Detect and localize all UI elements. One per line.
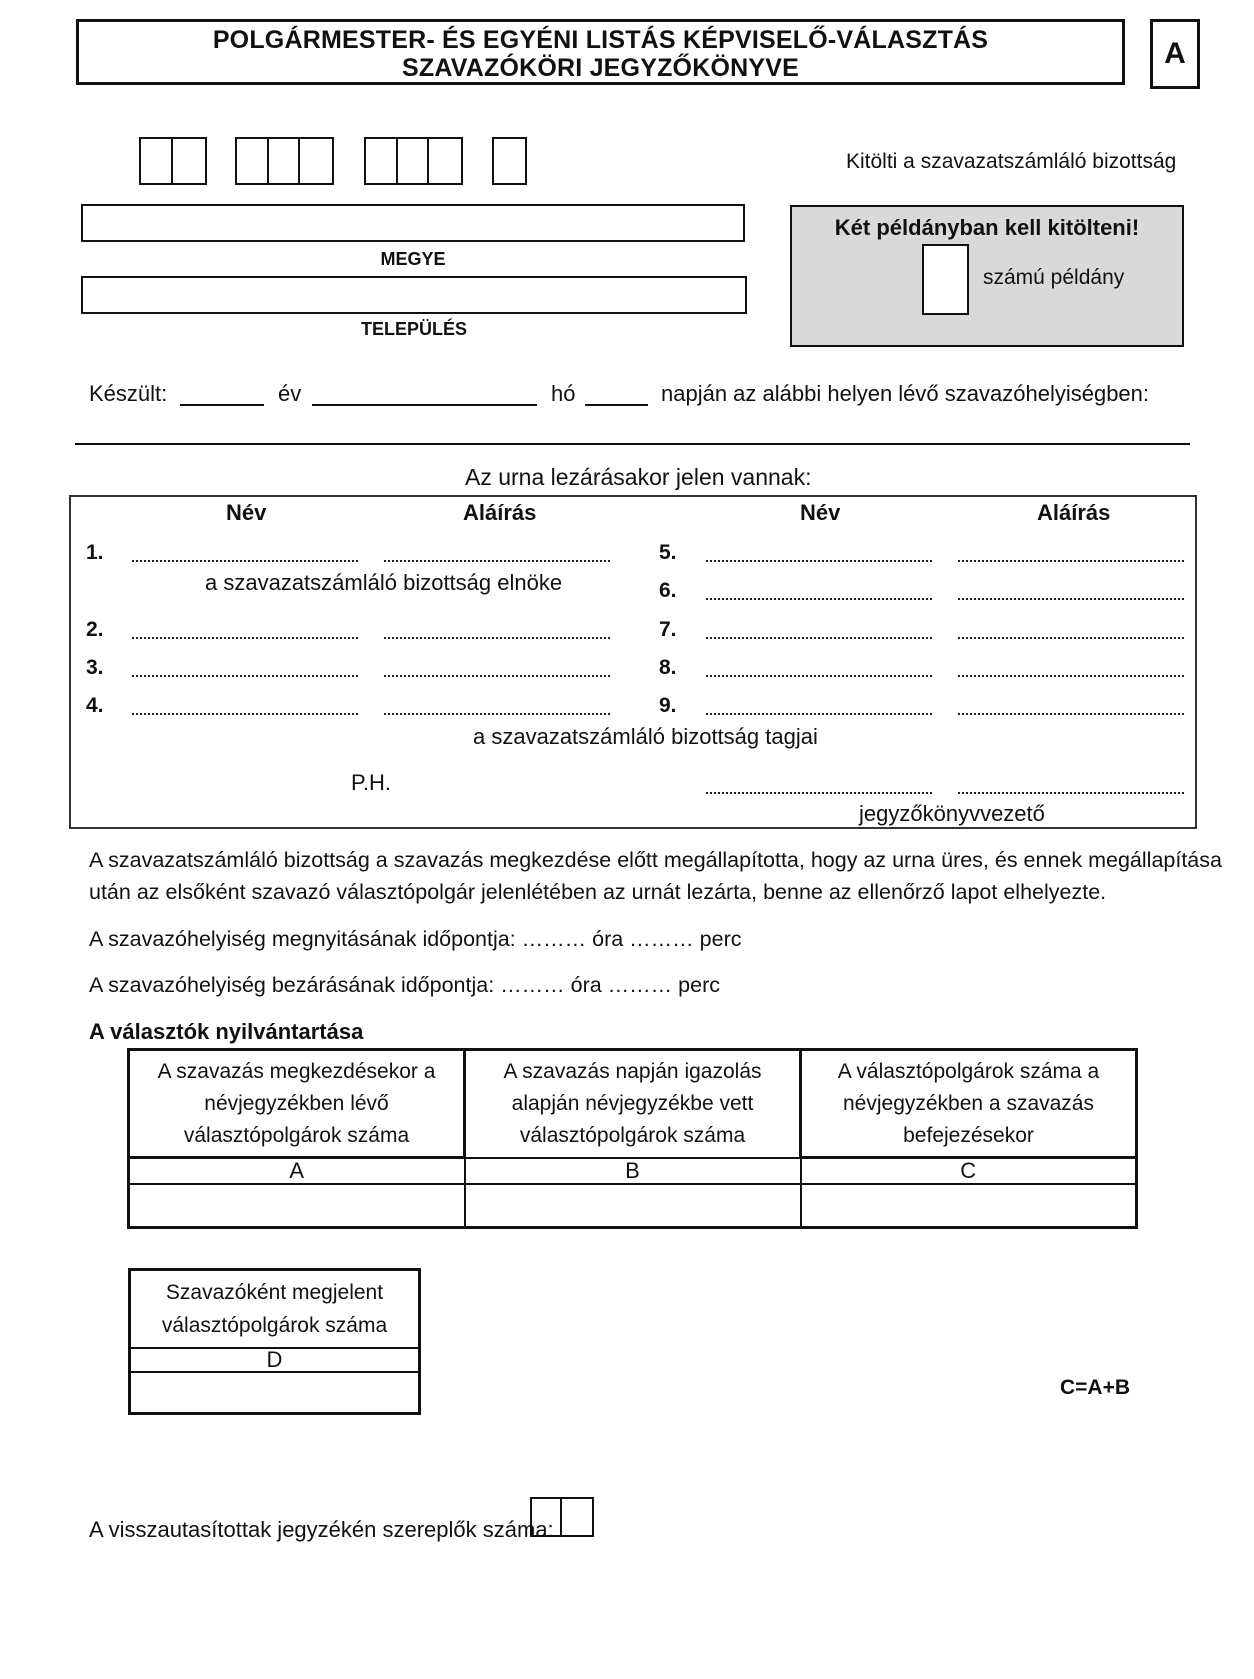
year-field[interactable] [180,404,264,406]
signature-line[interactable] [384,713,610,715]
form-title-box [76,19,1125,85]
code-cell[interactable] [562,1499,592,1535]
place-field[interactable] [75,443,1190,445]
header-cell-c [801,1050,1137,1158]
made-label: Készült: [89,381,168,406]
voted-header-line-2: választópolgárok száma [161,1313,388,1337]
name-line[interactable] [706,637,932,639]
closing-time: A szavazóhelyiség bezárásának időpontja: ……… óra ……… perc [89,973,720,997]
value-d-field[interactable] [130,1372,420,1414]
county-label: MEGYE [380,249,446,269]
col-signature-right: Aláírás [1037,500,1111,525]
code-cell[interactable] [366,139,398,183]
signature-line[interactable] [384,560,610,562]
opening-time: A szavazóhelyiség megnyitásának időpontja: ……… óra ……… perc [89,927,742,951]
copies-title: Két példányban kell kitölteni! [834,215,1140,240]
row-number: 5. [659,541,677,564]
fill-note: Kitölti a szavazatszámláló bizottság [846,150,1177,173]
county-field[interactable] [81,204,745,242]
header-a-line-1: A szavazás megkezdésekor a [157,1059,436,1083]
value-c-field[interactable] [801,1184,1137,1228]
form-letter-box: A [1150,19,1200,89]
code-cell[interactable] [300,139,332,183]
signature-line[interactable] [384,675,610,677]
name-line[interactable] [706,598,932,600]
signature-line[interactable] [958,675,1184,677]
code-cell[interactable] [141,139,173,183]
signature-line[interactable] [384,637,610,639]
name-line[interactable] [132,713,358,715]
rejected-count-box[interactable] [530,1497,594,1537]
month-label: hó [551,381,576,406]
header-cell-a [129,1050,465,1158]
name-line[interactable] [706,560,932,562]
members-label: a szavazatszámláló bizottság tagjai [473,724,818,749]
header-c-line-1: A választópolgárok száma a [837,1059,1100,1083]
copy-number-field[interactable] [922,244,969,315]
formula: C=A+B [1060,1376,1131,1399]
settlement-label: TELEPÜLÉS [360,319,467,339]
name-line[interactable] [706,675,932,677]
code-box-settlement[interactable] [235,137,334,185]
row-number: 1. [86,541,104,564]
code-cell[interactable] [429,139,461,183]
signature-line[interactable] [958,560,1184,562]
header-cell-b [465,1050,801,1158]
row-number: 6. [659,579,677,602]
code-cell[interactable] [269,139,301,183]
form-title-line-1: POLGÁRMESTER- ÉS EGYÉNI LISTÁS KÉPVISELŐ-VÁLASZTÁS [212,26,989,54]
row-number: 3. [86,656,104,679]
day-field[interactable] [585,404,648,406]
code-box-district[interactable] [364,137,463,185]
rejected-label: A visszautasítottak jegyzékén szereplők száma: [89,1517,554,1542]
statement-line-2: után az elsőként szavazó választópolgár jelenlétében az urnát lezárta, benne az ellenőrző lapot elhelyezte. [89,880,1107,904]
code-cell[interactable] [237,139,269,183]
letter-d: D [130,1348,420,1372]
name-line[interactable] [706,713,932,715]
row-number: 7. [659,618,677,641]
value-a-field[interactable] [129,1184,465,1228]
header-c-line-2: névjegyzékben a szavazás [843,1091,1094,1115]
code-box-county[interactable] [139,137,207,185]
col-name-left: Név [226,500,267,525]
code-cell[interactable] [532,1499,562,1535]
year-label: év [278,381,302,406]
code-box-check[interactable] [492,137,527,185]
month-field[interactable] [312,404,537,406]
members-box [69,495,1197,829]
recorder-label: jegyzőkönyvvezető [859,801,1045,826]
header-b-line-1: A szavazás napján igazolás [503,1059,762,1083]
header-b-line-3: választópolgárok száma [519,1123,746,1147]
letter-a: A [129,1158,465,1184]
registry-title: A választók nyilvántartása [89,1019,364,1044]
members-heading: Az urna lezárásakor jelen vannak: [465,464,812,490]
code-cell[interactable] [398,139,430,183]
name-line[interactable] [132,560,358,562]
header-a-line-3: választópolgárok száma [183,1123,410,1147]
signature-line[interactable] [958,598,1184,600]
name-line[interactable] [132,637,358,639]
settlement-field[interactable] [81,276,747,314]
form-title-line-2: SZAVAZÓKÖRI JEGYZŐKÖNYVE [402,54,799,82]
recorder-name-line[interactable] [706,792,932,794]
header-c-line-3: befejezésekor [903,1123,1034,1147]
day-text: napján az alábbi helyen lévő szavazóhelyiségben: [661,381,1150,406]
header-a-line-2: névjegyzékben lévő [204,1091,389,1115]
voted-header-line-1: Szavazóként megjelent [165,1280,384,1304]
code-cell[interactable] [173,139,205,183]
stamp-label: P.H. [351,770,391,795]
row-number: 4. [86,694,104,717]
header-b-line-2: alapján névjegyzékbe vett [511,1091,754,1115]
row-number: 2. [86,618,104,641]
letter-b: B [465,1158,801,1184]
col-signature-left: Aláírás [463,500,537,525]
col-name-right: Név [800,500,841,525]
recorder-signature-line[interactable] [958,792,1184,794]
letter-c: C [801,1158,1137,1184]
code-cell[interactable] [494,139,525,183]
voted-table [128,1268,421,1415]
row-number: 8. [659,656,677,679]
statement-line-1: A szavazatszámláló bizottság a szavazás megkezdése előtt megállapította, hogy az urna üres, és ennek megállapítása [89,848,1222,872]
value-b-field[interactable] [465,1184,801,1228]
chair-label: a szavazatszámláló bizottság elnöke [205,570,563,595]
voted-header-cell [130,1270,420,1348]
row-number: 9. [659,694,677,717]
signature-line[interactable] [958,713,1184,715]
registry-table [127,1048,1138,1229]
name-line[interactable] [132,675,358,677]
signature-line[interactable] [958,637,1184,639]
copy-label: számú példány [983,266,1125,289]
